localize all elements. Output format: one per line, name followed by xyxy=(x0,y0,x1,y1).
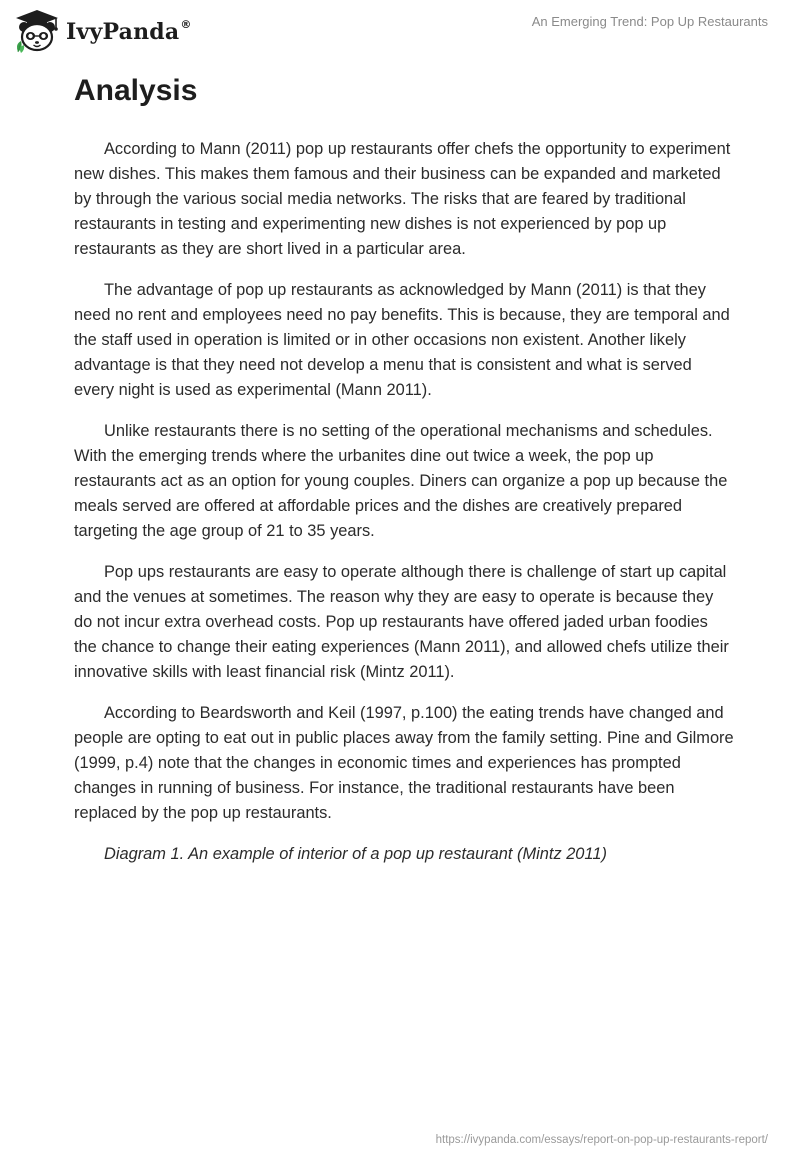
paragraph: Pop ups restaurants are easy to operate although there is challenge of start up capital and the venues at sometimes. The reason why they are easy to operate is because they do not incur extra overhead costs. Pop up restaurants have offered jaded urban foodies the chance to change their eating experiences (Mann 2011), and allowed chefs utilize their innovative skills with least financial risk (Mintz 2011). xyxy=(74,563,729,681)
panda-graduate-icon xyxy=(12,8,62,54)
paragraph: According to Mann (2011) pop up restaurants offer chefs the opportunity to experiment new dishes. This makes them famous and their business can be expanded and marketed by through the various social media networks. The risks that are feared by traditional restaurants in testing and experimenting new dishes is not experienced by pop up restaurants as they are short lived in a particular area. xyxy=(74,140,731,258)
paragraph: The advantage of pop up restaurants as acknowledged by Mann (2011) is that they need no rent and employees need no pay benefits. This is because, they are temporal and the staff used in operation is limited or in other occasions non existent. Another likely advantage is that they need not develop a menu that is consistent and what is served every night is used as experimental (Mann 2011). xyxy=(74,281,730,399)
paragraph: According to Beardsworth and Keil (1997, p.100) the eating trends have changed and people are opting to eat out in public places away from the family setting. Pine and Gilmore (1999, p.4) note that the changes in economic times and experiences has prompted changes in running of business. For instance, the traditional restaurants have been replaced by the pop up restaurants. xyxy=(74,704,734,822)
diagram-caption: Diagram 1. An example of interior of a pop up restaurant (Mintz 2011) xyxy=(104,845,607,863)
source-url[interactable]: https://ivypanda.com/essays/report-on-pop-up-restaurants-report/ xyxy=(435,1134,768,1146)
document-title: An Emerging Trend: Pop Up Restaurants xyxy=(531,14,768,29)
ivypanda-logo[interactable] xyxy=(12,8,192,54)
article-body xyxy=(74,72,734,867)
paragraph: Unlike restaurants there is no setting of the operational mechanisms and schedules. With the emerging trends where the urbanites dine out twice a week, the pop up restaurants act as an option for young couples. Diners can organize a pop up because the meals served are offered at affordable prices and the dishes are creatively prepared targeting the age group of 21 to 35 years. xyxy=(74,422,728,540)
logo-wordmark: IvyPanda® xyxy=(66,17,192,45)
registered-mark: ® xyxy=(180,17,192,31)
page-header xyxy=(0,0,800,60)
section-heading: Analysis xyxy=(74,74,198,107)
